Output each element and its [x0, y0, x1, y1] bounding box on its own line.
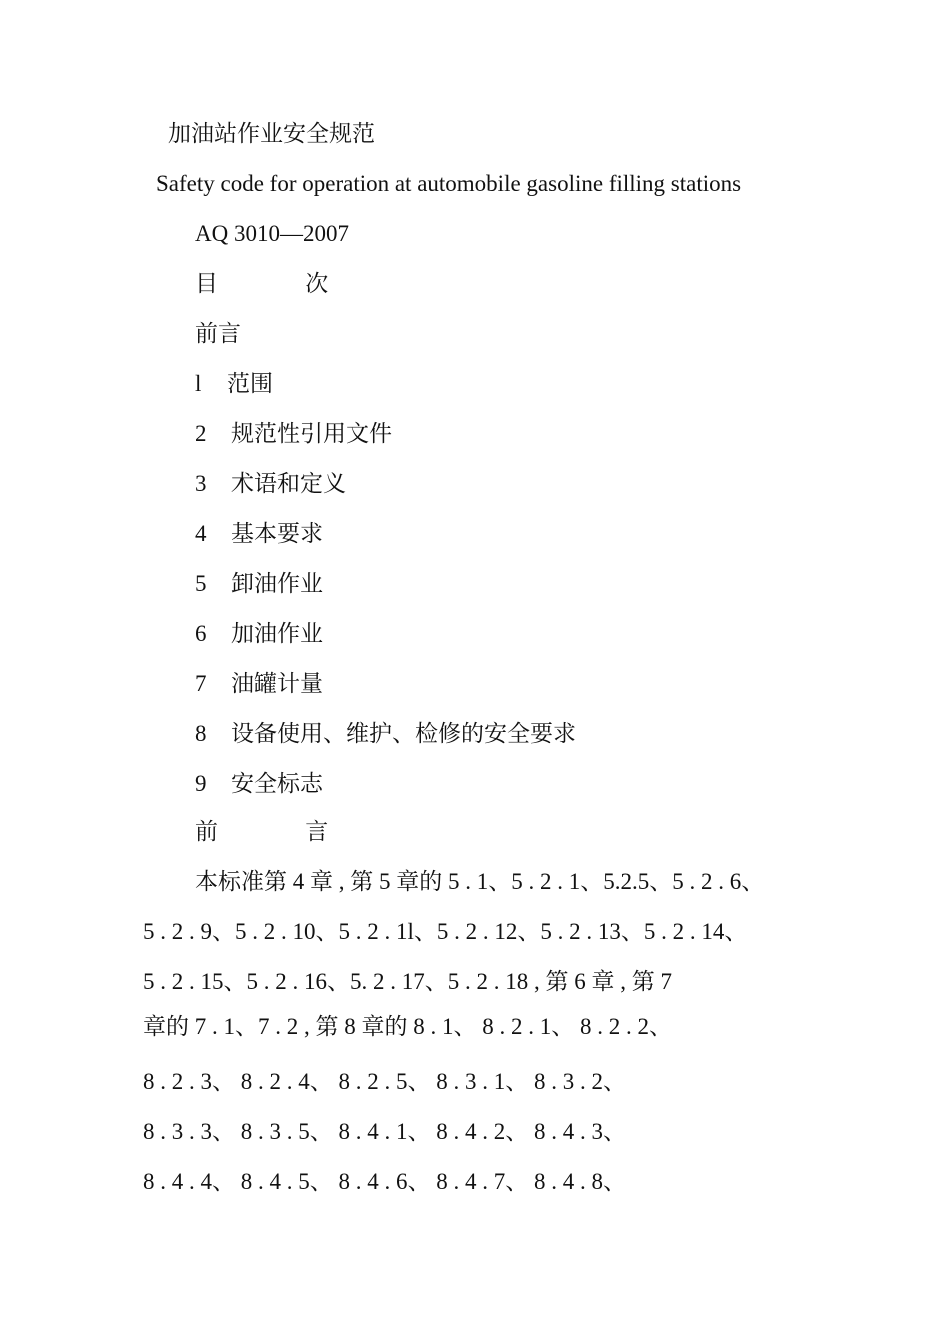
- paragraph-line-text: 5 . 2 . 15、5 . 2 . 16、5. 2 . 17、5 . 2 . 18 , 第 6 章 , 第 7: [143, 969, 672, 994]
- toc-item: [195, 769, 323, 799]
- toc-item-label: 设备使用、维护、检修的安全要求: [231, 721, 576, 747]
- foreword-paragraph: [143, 867, 807, 1217]
- toc-item-label: 术语和定义: [231, 471, 346, 497]
- standard-code: AQ 3010—2007: [195, 221, 349, 246]
- toc-item-number: 3: [195, 471, 207, 496]
- toc-item-label: 规范性引用文件: [231, 421, 392, 447]
- paragraph-line: [143, 917, 807, 967]
- toc-item-label: 范围: [227, 371, 273, 397]
- paragraph-line-text: 本标准第 4 章 , 第 5 章的 5 . 1、5 . 2 . 1、5.2.5、5 . 2 . 6、: [195, 869, 765, 894]
- paragraph-line-text: 5 . 2 . 9、5 . 2 . 10、5 . 2 . 1l、5 . 2 . 12、5 . 2 . 13、5 . 2 . 14、: [143, 919, 748, 944]
- toc-item-number: 5: [195, 571, 207, 596]
- toc-item-number: 9: [195, 771, 207, 796]
- toc-item-label: 基本要求: [231, 521, 323, 547]
- toc-item-number: 8: [195, 721, 207, 746]
- paragraph-line: [143, 1117, 807, 1167]
- toc-item: [195, 419, 392, 449]
- toc-item-number: 6: [195, 621, 207, 646]
- toc-item-number: 7: [195, 671, 207, 696]
- paragraph-line-text: 8 . 3 . 3、 8 . 3 . 5、 8 . 4 . 1、 8 . 4 . 2、 8 . 4 . 3、: [143, 1119, 626, 1144]
- paragraph-line-text: 章的 7 . 1、7 . 2 , 第 8 章的 8 . 1、 8 . 2 . 1、 8 . 2 . 2、: [143, 1014, 672, 1039]
- toc-item-number: 2: [195, 421, 207, 446]
- toc-item: [195, 719, 576, 749]
- toc-item: [195, 469, 346, 499]
- foreword-heading: 前 言: [195, 819, 369, 845]
- toc-item-label: 加油作业: [231, 621, 323, 647]
- document-title-cn: 加油站作业安全规范: [168, 121, 375, 147]
- paragraph-line: [143, 867, 807, 917]
- document-title-en: Safety code for operation at automobile gasoline filling stations: [156, 171, 742, 196]
- toc-item-foreword: 前言: [195, 321, 241, 347]
- toc-item: [195, 669, 323, 699]
- toc-item: [195, 519, 323, 549]
- toc-item: [195, 569, 323, 599]
- paragraph-line: [143, 1167, 807, 1217]
- paragraph-line-text: 8 . 4 . 4、 8 . 4 . 5、 8 . 4 . 6、 8 . 4 . 7、 8 . 4 . 8、: [143, 1169, 626, 1194]
- paragraph-line: [143, 1067, 807, 1117]
- toc-item: [195, 619, 323, 649]
- toc-item-label: 油罐计量: [231, 671, 323, 697]
- toc-item-number: 4: [195, 521, 207, 546]
- paragraph-line-text: 8 . 2 . 3、 8 . 2 . 4、 8 . 2 . 5、 8 . 3 . 1、 8 . 3 . 2、: [143, 1069, 626, 1094]
- toc-heading: 目 次: [195, 271, 369, 297]
- toc-item-label: 卸油作业: [231, 571, 323, 597]
- toc-item-label: 安全标志: [231, 771, 323, 797]
- toc-item-number: l: [195, 371, 202, 396]
- paragraph-line: [143, 1012, 807, 1067]
- paragraph-line: [143, 967, 807, 1012]
- toc-item: [195, 369, 273, 399]
